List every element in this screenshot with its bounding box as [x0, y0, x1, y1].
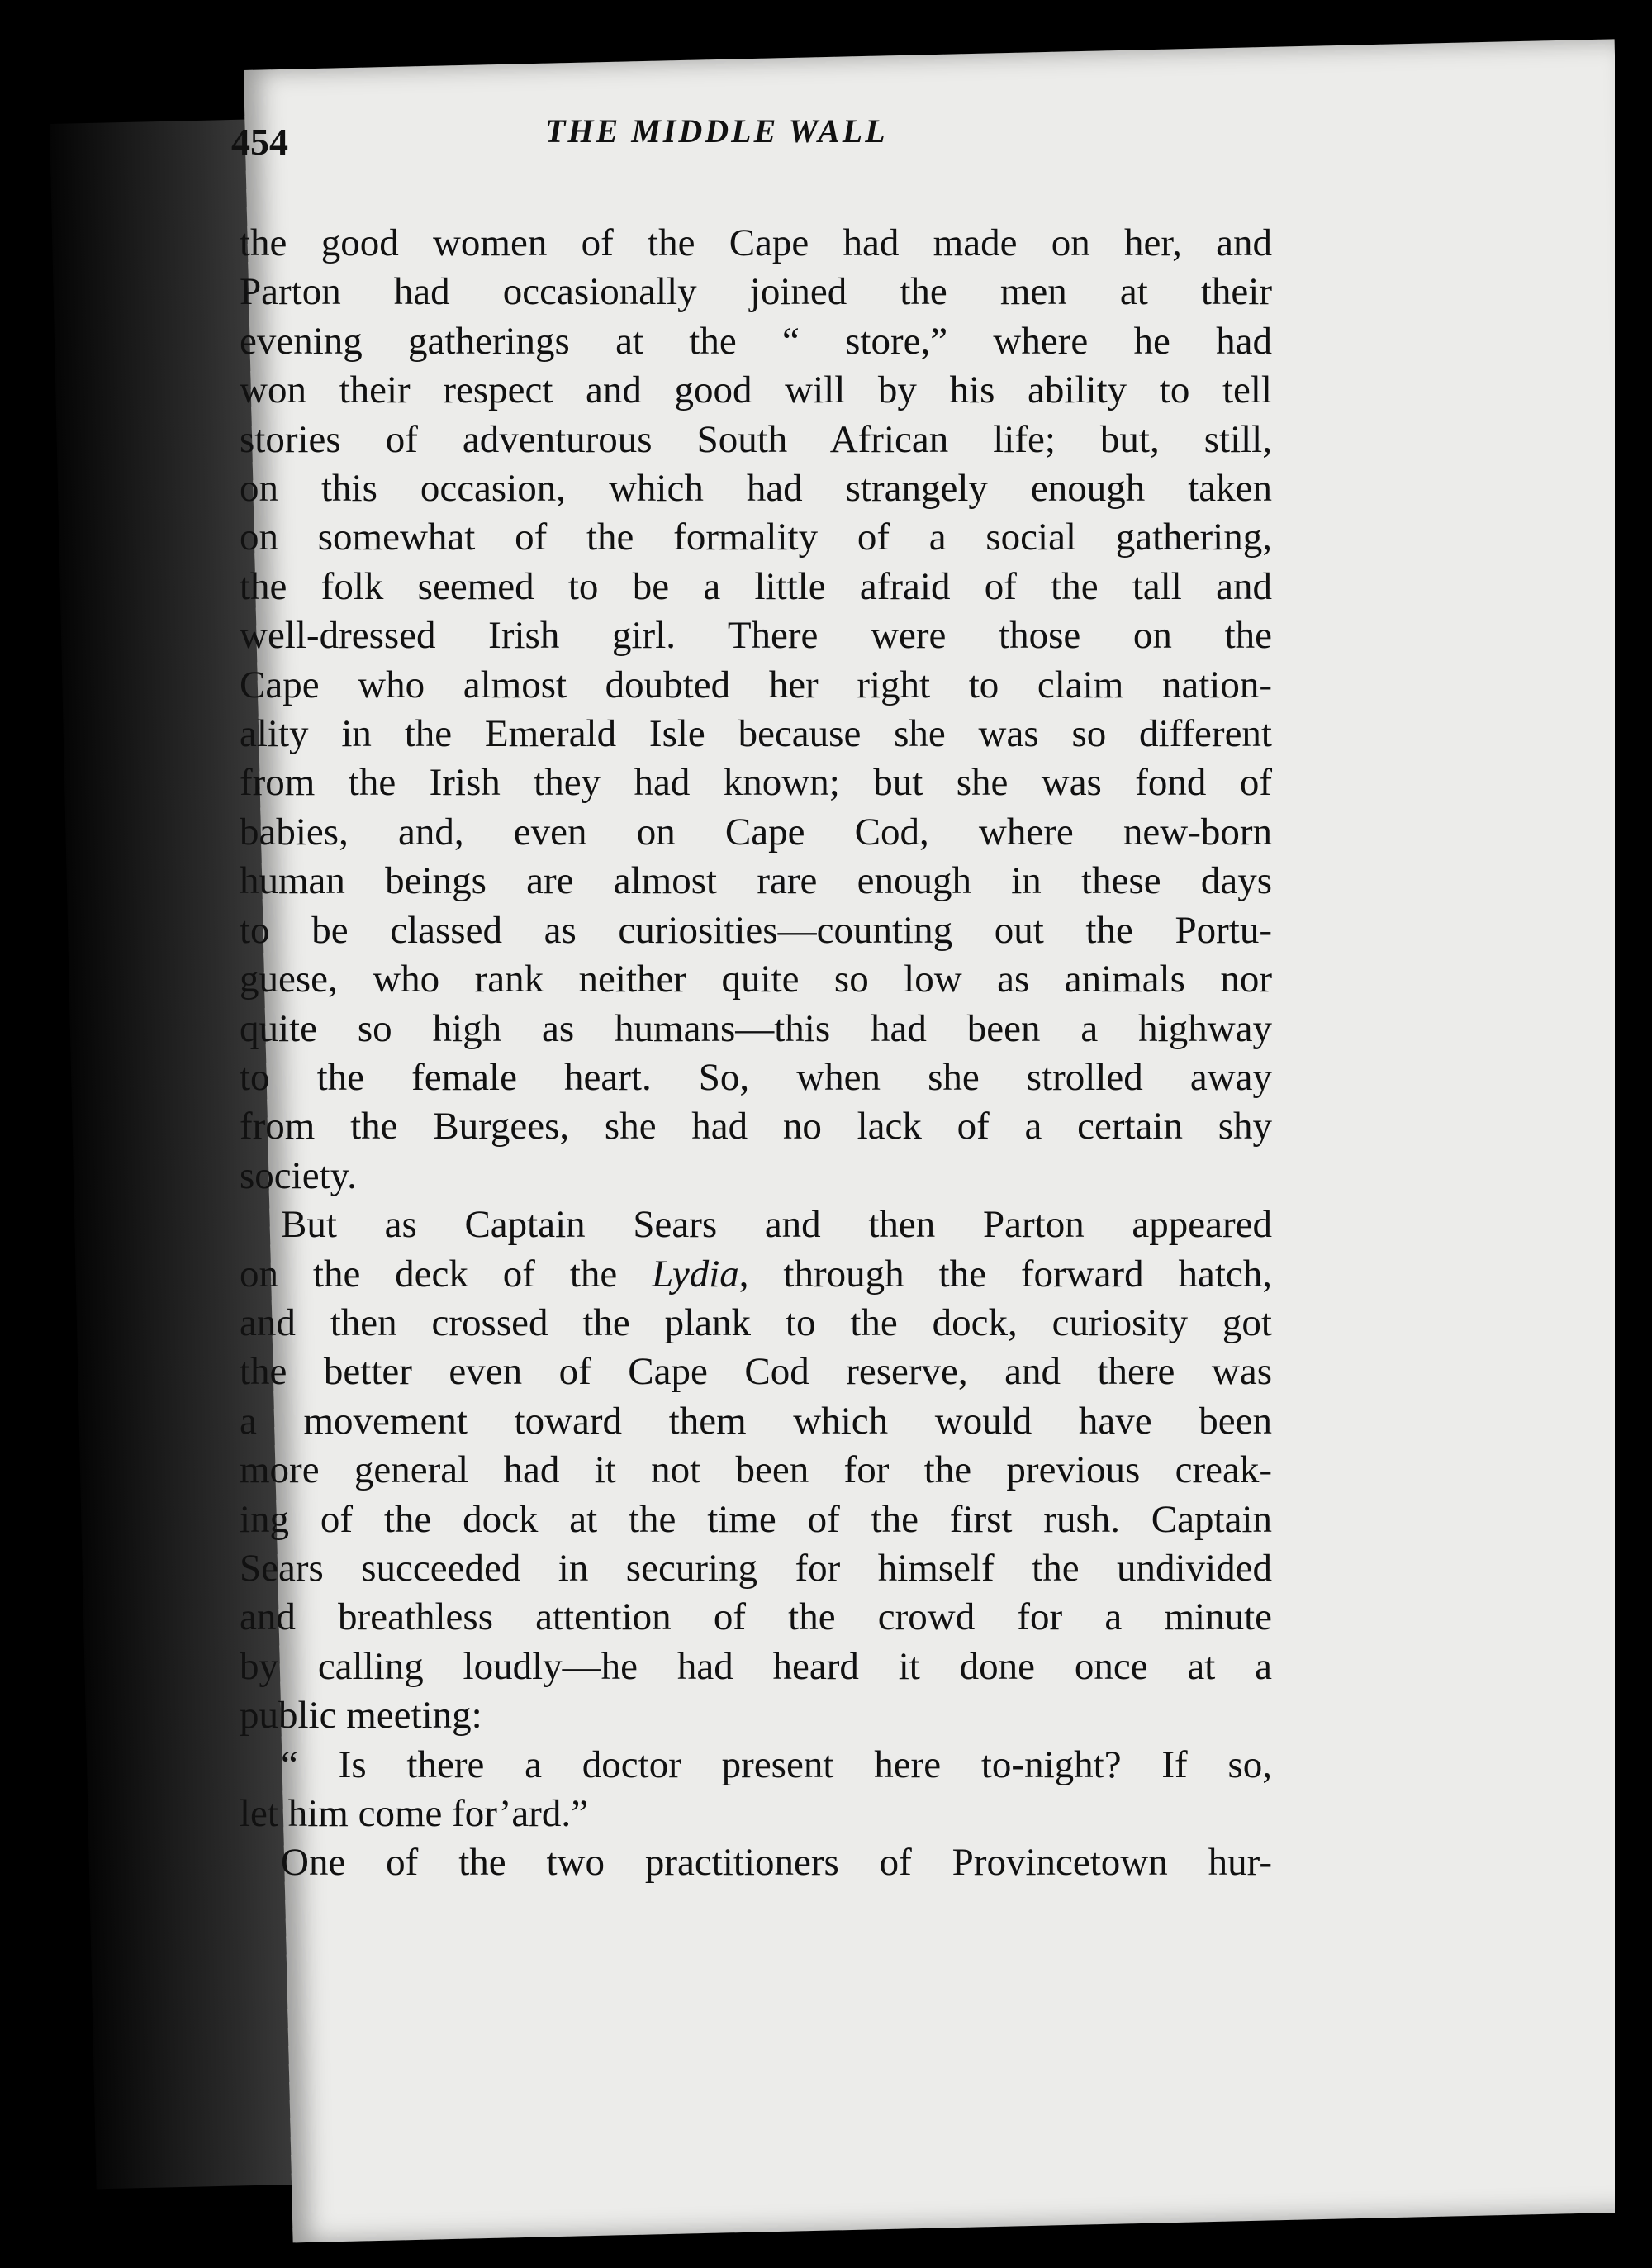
text-line: guese, who rank neither quite so low as animals nor: [240, 958, 1272, 1001]
text-line: and breathless attention of the crowd for a minute: [240, 1595, 1272, 1639]
text-fragment: , through the forward hatch,: [738, 1252, 1272, 1296]
body-text: [240, 219, 1272, 1888]
text-line: “ Is there a doctor present here to-night? If so,: [281, 1743, 1272, 1786]
text-line: the good women of the Cape had made on her, and: [240, 221, 1272, 264]
ship-name: Lydia: [652, 1252, 739, 1296]
text-line: a movement toward them which would have been: [240, 1399, 1272, 1443]
text-line: public meeting:: [240, 1694, 482, 1738]
text-line: on somewhat of the formality of a social gathering,: [240, 516, 1272, 559]
text-line: from the Burgees, she had no lack of a certain shy: [240, 1105, 1272, 1148]
text-line: more general had it not been for the previous creak-: [240, 1448, 1272, 1492]
text-line: the folk seemed to be a little afraid of the tall and: [240, 564, 1272, 608]
text-line: ing of the dock at the time of the first rush. Captain: [240, 1497, 1272, 1541]
text-line: well-dressed Irish girl. There were those on the: [240, 614, 1272, 658]
text-line: evening gatherings at the “ store,” where he had: [240, 319, 1272, 363]
page-header: [231, 112, 1388, 178]
page-number: 454: [231, 121, 288, 163]
text-line: babies, and, even on Cape Cod, where new-born: [240, 810, 1272, 853]
text-line: human beings are almost rare enough in these days: [240, 859, 1272, 903]
text-line: Parton had occasionally joined the men at their: [240, 270, 1272, 314]
text-line: One of the two practitioners of Provincetown hur-: [281, 1841, 1272, 1885]
text-line: by calling loudly—he had heard it done once at a: [240, 1644, 1272, 1688]
text-line: to the female heart. So, when she strolled away: [240, 1055, 1272, 1099]
text-line: society.: [240, 1153, 357, 1197]
text-line: from the Irish they had known; but she was fond of: [240, 761, 1272, 805]
text-line: quite so high as humans—this had been a highway: [240, 1006, 1272, 1050]
scan-border: [1615, 0, 1652, 2268]
text-line: Sears succeeded in securing for himself the undivided: [240, 1546, 1272, 1590]
text-fragment: on the deck of the: [240, 1252, 653, 1296]
text-line: stories of adventurous South African life; but, still,: [240, 417, 1272, 461]
running-title: THE MIDDLE WALL: [545, 112, 888, 150]
text-line: But as Captain Sears and then Parton appeared: [281, 1203, 1272, 1247]
text-line: and then crossed the plank to the dock, curiosity got: [240, 1300, 1272, 1344]
text-line: [240, 1250, 1272, 1299]
text-line: Cape who almost doubted her right to claim nation-: [240, 663, 1272, 706]
text-line: ality in the Emerald Isle because she was so different: [240, 712, 1272, 756]
text-line: on this occasion, which had strangely enough taken: [240, 467, 1272, 511]
text-line: the better even of Cape Cod reserve, and there was: [240, 1350, 1272, 1394]
text-line: let him come for’ard.”: [240, 1792, 588, 1835]
text-line: won their respect and good will by his ability to tell: [240, 368, 1272, 412]
text-line: to be classed as curiosities—counting out the Portu-: [240, 908, 1272, 952]
